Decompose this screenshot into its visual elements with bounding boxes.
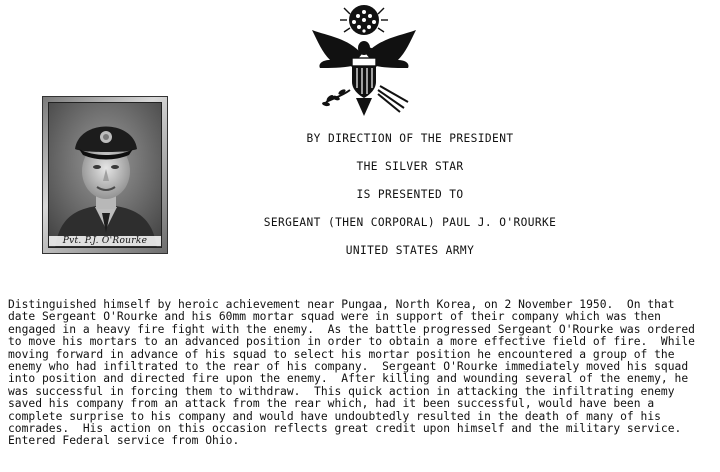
heading-award: THE SILVER STAR [356, 160, 464, 173]
citation-line: comrades. His action on this occasion reflects great credit upon himself and the military service. [8, 422, 682, 436]
citation-line: into position and directed fire upon the enemy. After killing and wounding several of the enemy, he [8, 372, 689, 386]
citation-line: engaged in a heavy fire fight with the enemy. As the battle progressed Sergeant O'Rourke was ordered [8, 322, 695, 336]
heading-branch: UNITED STATES ARMY [345, 244, 475, 257]
citation-line: saved his company from an attack from the rear which, had it been successful, would have been a [8, 397, 655, 411]
eagle-seal-icon [308, 2, 420, 120]
citation-line: Entered Federal service from Ohio. [8, 434, 240, 448]
citation-line: complete surprise to his company and would have undoubtedly resulted in the death of many of his [8, 409, 661, 423]
heading-direction: BY DIRECTION OF THE PRESIDENT [306, 132, 514, 145]
heading-recipient: SERGEANT (THEN CORPORAL) PAUL J. O'ROURKE [263, 216, 557, 229]
citation-line: to move his mortars to an advanced position in order to obtain a more effective field of fire. While [8, 335, 695, 349]
citation-line: enemy who had infiltrated to the rear of his company. Sergeant O'Rourke immediately moved his squad [8, 360, 689, 374]
citation-line: was successful in forcing them to withdraw. This quick action in attacking the infiltrating enemy [8, 384, 675, 398]
citation-line: date Sergeant O'Rourke and his 60mm mortar squad were in support of their company which was then [8, 310, 661, 324]
citation-line: moving forward in advance of his squad to select his mortar position he encountered a group of the [8, 347, 675, 361]
portrait-image [48, 102, 162, 248]
portrait-photo [42, 96, 168, 254]
citation-line: Distinguished himself by heroic achievement near Pungaa, North Korea, on 2 November 1950. On that [8, 298, 675, 311]
photo-caption: Pvt. P.J. O'Rourke [49, 236, 161, 246]
heading-presented: IS PRESENTED TO [356, 188, 464, 201]
citation-text [8, 299, 716, 448]
